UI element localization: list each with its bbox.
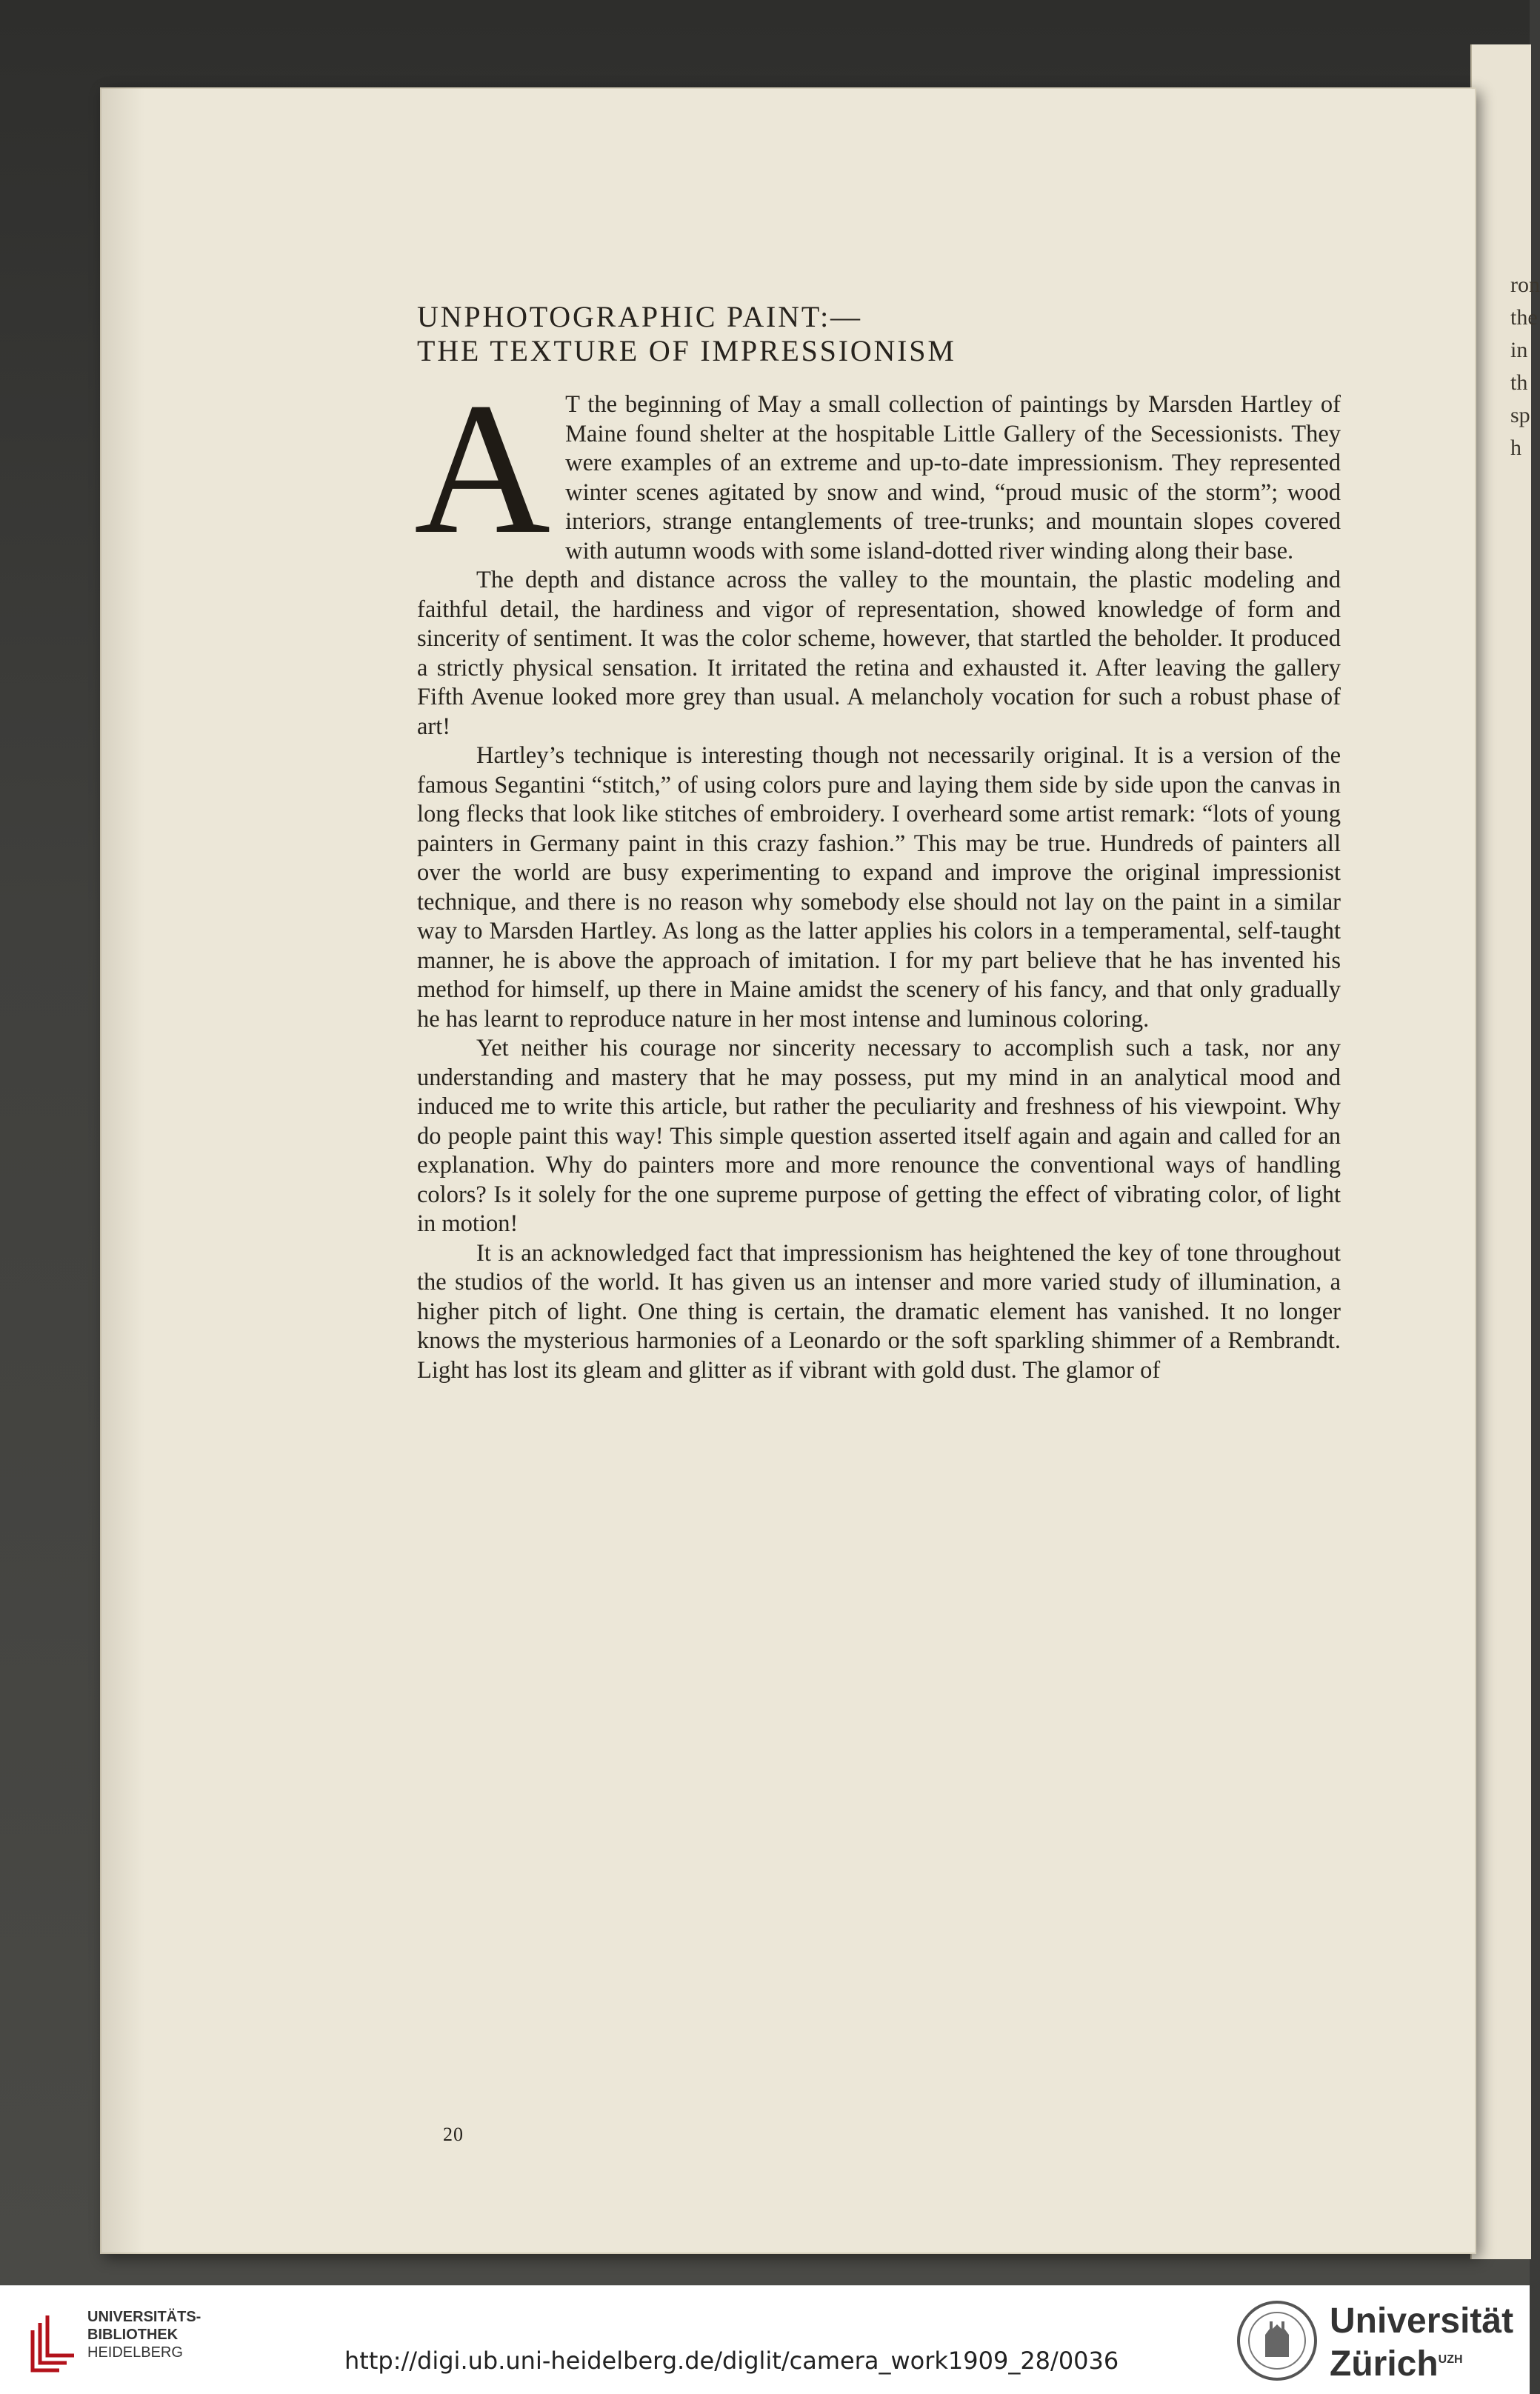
viewer-footer [0,2285,1530,2394]
paragraph [414,364,1341,573]
adjacent-page-edge [1470,44,1540,2259]
paragraph-text: T the beginning of May a small collection of paintings by Marsden Hartley of Maine found shelter at the hospitable Little Gallery of the Secessionists. They were examples of an extreme and up-to-date impressionism. They represented winter scenes agitated by snow and wind, “proud music of the storm”; wood interiors, strange entanglements of tree-trunks; and mountain slopes covered with autumn woods with some island-dotted river winding along their base. [565,391,1341,564]
article [414,300,1341,1385]
university-abbrev: UZH [1438,2353,1463,2366]
paragraph: Hartley’s technique is interesting though not necessarily original. It is a version of the famous Segantini “stitch,” of using colors pure and laying them side by side upon the canvas in long flecks that look like stitches of embroidery. I overheard some artist remark: “lots of young painters in Germany paint in this crazy fashion.” This may be true. Hundreds of painters all over the world are busy experimenting to expand and improve the original impressionist technique, and there is no reason why somebody else should not lay on the paint in a similar way to Marsden Hartley. As long as the latter applies his colors in a temperamental, self-taught manner, he is above the approach of imitation. I for my part believe that he has invented his method for himself, up there in Maine amidst the scenery of his fancy, and that only gradually he has learnt to reproduce nature in her most intense and luminous coloring. [417,742,1341,1033]
adjacent-text-fragment: ron [1510,273,1540,297]
adjacent-text-fragment: h [1510,436,1521,460]
adjacent-text-fragment: sp [1510,403,1530,427]
university-name-line: Universität [1330,2301,1514,2341]
paragraph: Yet neither his courage nor sincerity necessary to accomplish such a task, nor any understanding and mastery that he may possess, put my mind in an analytical mood and induced me to write this article, but rather the peculiarity and freshness of his viewpoint. Why do people paint this way! This simple question asserted itself again and again and called for an explanation. Why do painters more and more renounce the conventional ways of handling colors? Is it solely for the one supreme purpose of getting the effect of vibrating color, of light in motion! [417,1035,1341,1237]
library-name [87,2308,201,2361]
adjacent-text-fragment: the [1510,305,1538,330]
adjacent-text-fragment: th [1510,370,1528,395]
library-name-line: BIBLIOTHEK [87,2327,179,2343]
university-seal-icon [1236,2299,1319,2382]
article-body [414,364,1341,1385]
library-name-line: UNIVERSITÄTS- [87,2309,201,2325]
university-name [1330,2302,1513,2384]
university-name-line: Zürich [1330,2344,1439,2384]
paragraph: It is an acknowledged fact that impressionism has heightened the key of tone throughout the studios of the world. It has given us an intenser and more varied study of illumination, a higher pitch of light. One thing is certain, the dramatic element has vanished. It no longer knows the mysterious harmonies of a Leonardo or the soft sparkling shimmer of a Rembrandt. Light has lost its gleam and glitter as if vibrant with gold dust. The glamor of [417,1239,1341,1384]
university-library-logo-icon [27,2308,79,2373]
title-line-2: THE TEXTURE OF IMPRESSIONISM [417,334,956,367]
library-name-line: HEIDELBERG [87,2344,183,2361]
page-gutter-shadow [100,87,144,2254]
drop-cap: A [414,364,551,573]
document-url-link[interactable]: http://digi.ub.uni-heidelberg.de/diglit/camera_work1909_28/0036 [344,2347,1119,2375]
adjacent-text-fragment: in [1510,338,1528,362]
paragraph: The depth and distance across the valley to the mountain, the plastic modeling and faithful detail, the hardiness and vigor of representation, showed knowledge of form and sincerity of sentiment. It was the color scheme, however, that startled the beholder. It produced a strictly physical sensation. It irritated the retina and exhausted it. After leaving the gallery Fifth Avenue looked more grey than usual. A melancholy vocation for such a robust phase of art! [417,567,1341,740]
page-number: 20 [443,2124,464,2145]
title-line-1: UNPHOTOGRAPHIC PAINT:— [417,300,862,333]
article-title [417,300,1341,368]
